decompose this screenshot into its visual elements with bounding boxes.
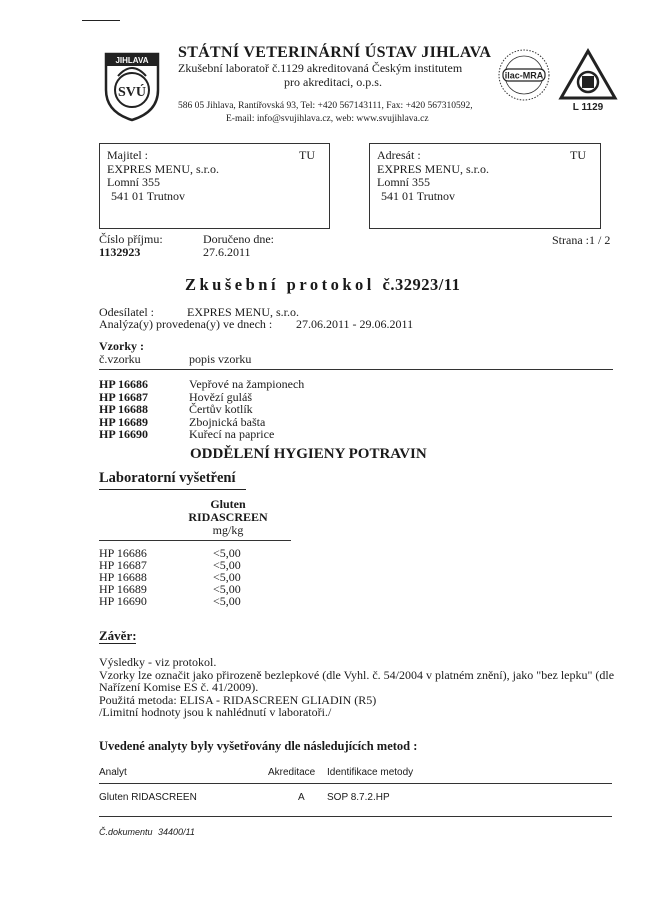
- result-value: <5,00: [213, 546, 241, 560]
- analysis-label: Analýza(y) provedena(y) ve dnech :: [99, 317, 273, 331]
- table-row: [99, 427, 304, 440]
- results-divider: [99, 540, 291, 541]
- table-row: [99, 390, 304, 403]
- result-value: <5,00: [213, 570, 241, 584]
- delivered-date: 27.6.2011: [203, 245, 251, 259]
- method-id: SOP 8.7.2.HP: [327, 792, 390, 803]
- table-row: [99, 594, 241, 606]
- result-value: <5,00: [213, 582, 241, 596]
- samples-col-desc: popis vzorku: [189, 352, 252, 366]
- samples-divider: [99, 369, 613, 370]
- lab-number: L 1129: [572, 102, 604, 113]
- protocol-title: [185, 275, 460, 295]
- sample-desc: Zbojnická bašta: [189, 414, 266, 429]
- result-id: HP 16690: [99, 594, 147, 608]
- ilac-text: ilac-MRA: [504, 70, 544, 81]
- ilac-mra-logo: [497, 48, 551, 102]
- addressee-street: Lomní 355: [377, 175, 430, 189]
- conclusion-line: Výsledky - viz protokol.: [99, 655, 217, 669]
- results-col-line2: RIDASCREEN: [188, 510, 268, 524]
- footer-doc-number: 34400/11: [158, 827, 195, 837]
- result-value: <5,00: [213, 594, 241, 608]
- sample-desc: Vepřové na žampionech: [189, 377, 305, 391]
- logo-left-mark: SVÚ: [117, 85, 147, 100]
- owner-label: Majitel :: [107, 148, 148, 162]
- result-id: HP 16687: [99, 558, 147, 572]
- results-col-line1: Gluten: [210, 497, 246, 511]
- conclusion-line: Nařízení Komise ES č. 41/2009).: [99, 680, 259, 694]
- sample-id: HP 16690: [99, 427, 149, 441]
- protocol-title-text: Zkušební protokol: [185, 275, 375, 294]
- addressee-box: [369, 143, 601, 229]
- methods-heading: Uvedené analyty byly vyšetřovány dle následujících metod :: [99, 739, 418, 753]
- method-analyte: Gluten RIDASCREEN: [99, 792, 197, 803]
- samples-list: [99, 377, 304, 440]
- delivered-label: Doručeno dne:: [203, 232, 274, 246]
- sample-desc: Čertův kotlík: [189, 402, 253, 416]
- institute-line-1: Zkušební laboratoř č.1129 akreditovaná Českým institutem: [178, 61, 463, 75]
- sender-label: Odesílatel :: [99, 305, 154, 319]
- result-id: HP 16686: [99, 546, 147, 560]
- conclusion-line: Vzorky lze označit jako přirozeně bezlepkové (dle Vyhl. č. 54/2004 v platném znění), jako "bez lepku" (dle: [99, 667, 615, 682]
- table-row: [99, 377, 304, 390]
- table-row: [99, 415, 304, 428]
- page-number: Strana :1 / 2: [552, 233, 611, 247]
- sample-desc: Kuřecí na paprice: [189, 427, 275, 441]
- methods-col-accred: Akreditace: [268, 767, 316, 778]
- institute-line-2: pro akreditaci, o.p.s.: [284, 75, 382, 89]
- results-col-unit: mg/kg: [212, 523, 244, 537]
- results-list: [99, 546, 241, 606]
- lab-section-underline: [99, 489, 246, 490]
- top-mark: [82, 20, 120, 21]
- addressee-name: EXPRES MENU, s.r.o.: [377, 161, 490, 176]
- table-row: [99, 570, 241, 582]
- address-line-2: E-mail: info@svujihlava.cz, web: www.svujihlava.cz: [226, 114, 429, 124]
- sample-desc: Hovězí guláš: [189, 389, 252, 404]
- addressee-code: TU: [570, 148, 586, 162]
- table-row: [99, 402, 304, 415]
- result-id: HP 16689: [99, 582, 147, 596]
- addressee-label: Adresát :: [377, 148, 421, 162]
- owner-name: EXPRES MENU, s.r.o.: [107, 161, 220, 176]
- owner-city: 541 01 Trutnov: [111, 188, 186, 203]
- owner-code: TU: [299, 148, 315, 162]
- svu-logo: [100, 50, 164, 122]
- sample-id: HP 16687: [99, 389, 149, 404]
- samples-heading: Vzorky :: [99, 339, 144, 353]
- result-value: <5,00: [213, 558, 241, 572]
- methods-col-analyte: Analyt: [99, 767, 127, 778]
- table-row: [99, 558, 241, 570]
- conclusion-underline: [99, 643, 136, 644]
- institute-name: STÁTNÍ VETERINÁRNÍ ÚSTAV JIHLAVA: [178, 44, 492, 61]
- footer-doc-label: Č.dokumentu: [99, 827, 153, 837]
- methods-divider: [99, 783, 612, 784]
- samples-col-id: č.vzorku: [99, 352, 141, 366]
- accreditation-logo: [558, 48, 618, 114]
- methods-col-method: Identifikace metody: [327, 767, 414, 778]
- address-line-1: 586 05 Jihlava, Rantířovská 93, Tel: +420 567143111, Fax: +420 567310592,: [178, 101, 473, 111]
- sample-id: HP 16688: [99, 402, 149, 416]
- conclusion-line: Použitá metoda: ELISA - RIDASCREEN GLIADIN (R5): [99, 692, 377, 707]
- lab-section-heading: Laboratorní vyšetření: [99, 470, 236, 486]
- owner-street: Lomní 355: [107, 175, 160, 189]
- addressee-city: 541 01 Trutnov: [381, 188, 456, 203]
- owner-box: [99, 143, 330, 229]
- protocol-number: č.32923/11: [382, 275, 461, 294]
- sender-value: EXPRES MENU, s.r.o.: [187, 305, 300, 319]
- logo-left-text: JIHLAVA: [115, 56, 149, 65]
- sample-id: HP 16686: [99, 377, 149, 391]
- department-heading: ODDĚLENÍ HYGIENY POTRAVIN: [190, 446, 427, 462]
- table-row: [99, 546, 241, 558]
- methods-bottom-line: [99, 816, 612, 817]
- result-id: HP 16688: [99, 570, 147, 584]
- table-row: [99, 582, 241, 594]
- conclusion-line: /Limitní hodnoty jsou k nahlédnutí v laboratoři./: [99, 705, 332, 719]
- sample-id: HP 16689: [99, 414, 149, 429]
- analysis-dates: 27.06.2011 - 29.06.2011: [296, 317, 414, 331]
- method-accred: A: [298, 792, 305, 803]
- receipt-label: Číslo příjmu:: [99, 232, 163, 246]
- conclusion-text: [99, 656, 614, 719]
- conclusion-heading: Závěr:: [99, 628, 137, 643]
- receipt-number: 1132923: [99, 245, 141, 259]
